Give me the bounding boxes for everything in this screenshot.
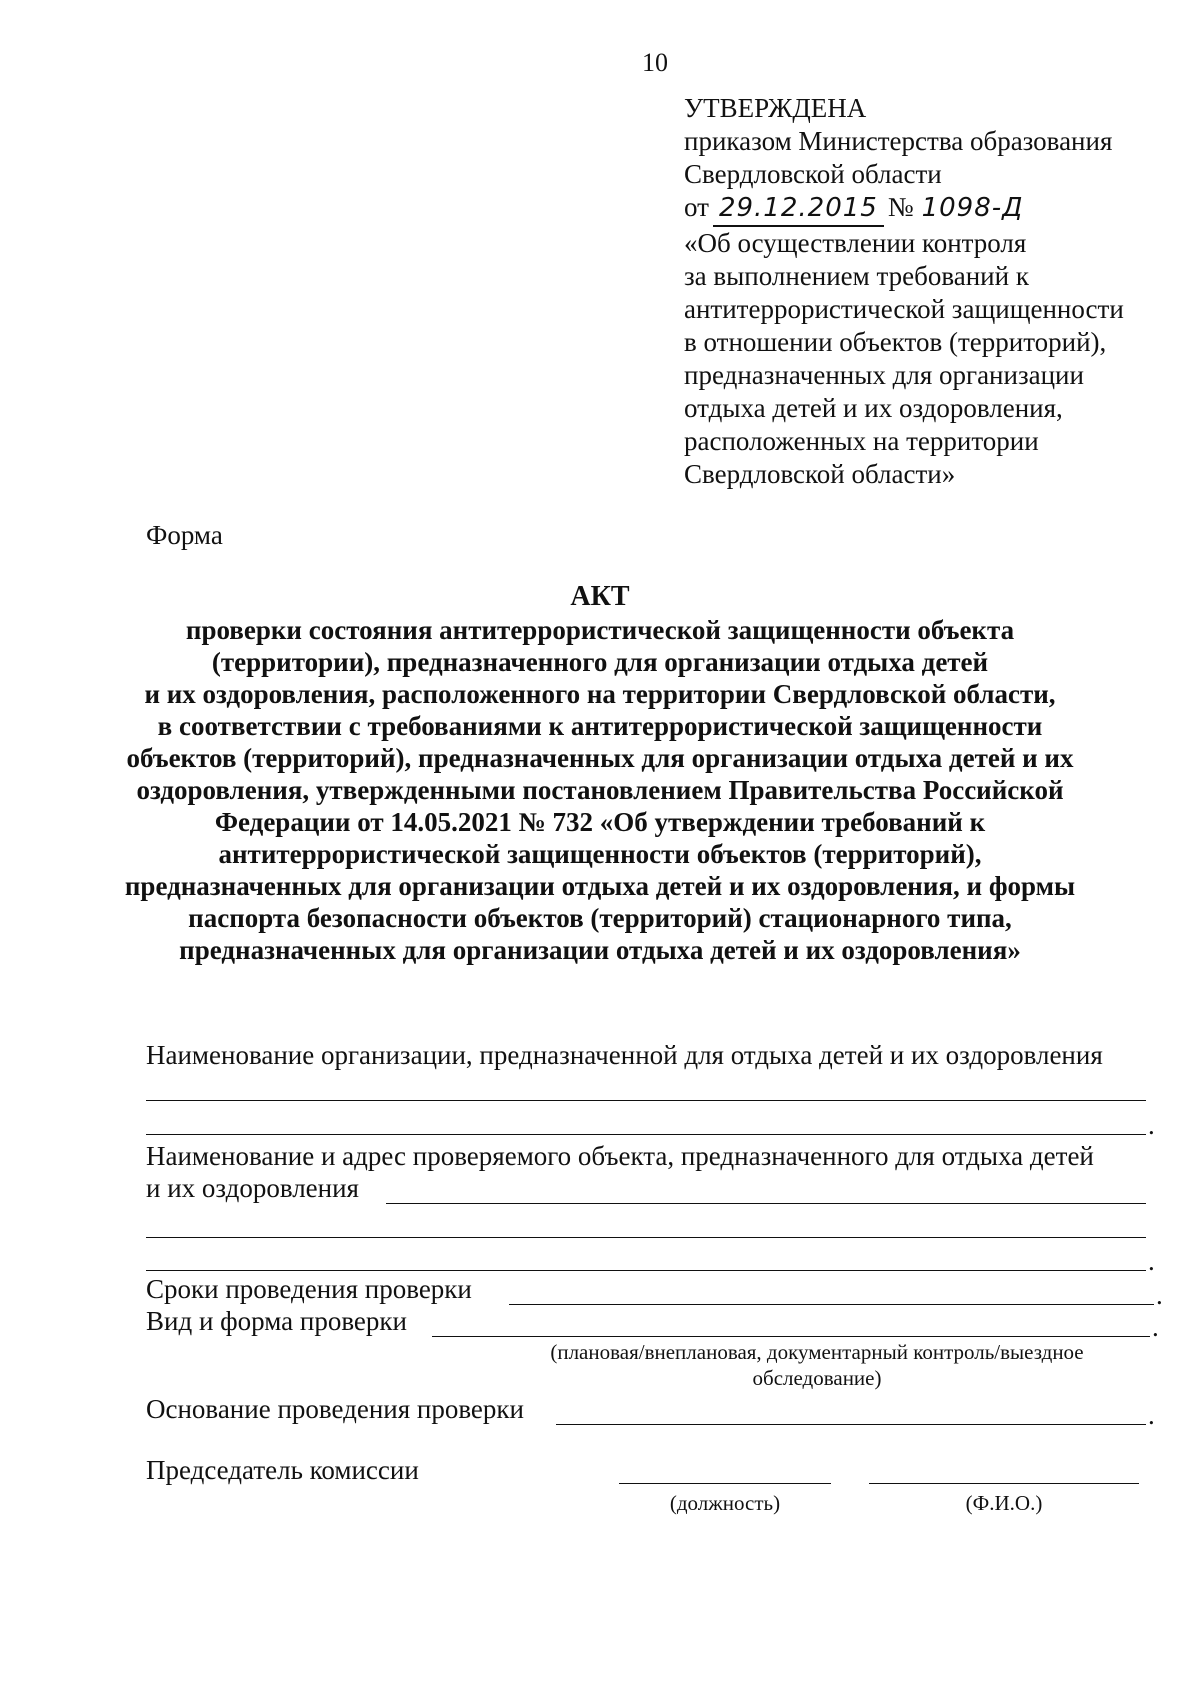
approval-title-line: антитеррористической защищенности (684, 294, 1124, 324)
approval-title-line: Свердловской области» (684, 459, 956, 489)
act-subtitle-line: паспорта безопасности объектов (территорий) стационарного типа, (188, 903, 1012, 933)
approval-line-1: приказом Министерства образования (684, 126, 1113, 156)
act-subtitle-line: оздоровления, утвержденными постановлением Правительства Российской (136, 775, 1064, 805)
act-subtitle (100, 614, 1100, 966)
act-subtitle-line: и их оздоровления, расположенного на территории Свердловской области, (144, 679, 1056, 709)
dates-label: Сроки проведения проверки (146, 1274, 472, 1304)
act-subtitle-line: проверки состояния антитеррористической защищенности объекта (185, 615, 1015, 645)
handwritten-number: 1098-Д (921, 193, 1024, 223)
approval-title-line: предназначенных для организации (684, 360, 1084, 390)
approval-title-line: «Об осуществлении контроля (684, 228, 1027, 258)
type-label: Вид и форма проверки (146, 1306, 407, 1336)
approval-line-2: Свердловской области (684, 159, 942, 189)
chairman-label: Председатель комиссии (146, 1455, 419, 1485)
position-line[interactable] (619, 1483, 831, 1484)
act-subtitle-line: в соответствии с требованиями к антитеррористической защищенности (157, 711, 1043, 741)
basis-label: Основание проведения проверки (146, 1394, 524, 1424)
act-subtitle-line: предназначенных для организации отдыха детей и их оздоровления, и формы (124, 871, 1076, 901)
name-line[interactable] (869, 1483, 1139, 1484)
act-subtitle-line: (территории), предназначенного для организации отдыха детей (211, 647, 989, 677)
approval-block (684, 92, 1184, 491)
org-name-line-2[interactable] (146, 1134, 1146, 1135)
page-number: 10 (642, 48, 668, 77)
object-label-line-1: Наименование и адрес проверяемого объекта, предназначенного для отдыха детей (146, 1141, 1094, 1171)
act-subtitle-line: Федерации от 14.05.2021 № 732 «Об утверждении требований к (214, 807, 986, 837)
type-end-dot: . (1152, 1312, 1159, 1342)
handwritten-date: 29.12.2015 (713, 192, 884, 227)
type-line[interactable] (432, 1336, 1150, 1337)
number-sign: № (887, 192, 914, 222)
approval-title-line: за выполнением требований к (684, 261, 1029, 291)
act-subtitle-line: антитеррористической защищенности объектов (территорий), (218, 839, 982, 869)
org-name-line-1[interactable] (146, 1100, 1146, 1101)
dates-end-dot: . (1156, 1280, 1163, 1310)
org-name-label: Наименование организации, предназначенной для отдыха детей и их оздоровления (146, 1040, 1103, 1070)
type-hint-line-1: (плановая/внеплановая, документарный контроль/выездное (550, 1340, 1084, 1364)
act-heading-block (100, 580, 1100, 966)
object-line-2[interactable] (146, 1237, 1146, 1238)
act-title: АКТ (570, 581, 630, 612)
date-prefix: от (684, 192, 709, 222)
object-end-dot: . (1148, 1246, 1155, 1276)
dates-line[interactable] (509, 1304, 1154, 1305)
basis-line[interactable] (556, 1424, 1146, 1425)
name-hint: (Ф.И.О.) (965, 1491, 1043, 1515)
approval-title-line: отдыха детей и их оздоровления, (684, 393, 1063, 423)
approval-title-line: в отношении объектов (территорий), (684, 327, 1107, 357)
object-label-line-2: и их оздоровления (146, 1173, 359, 1203)
position-hint: (должность) (669, 1491, 781, 1515)
object-line-3[interactable] (146, 1270, 1146, 1271)
form-label: Форма (146, 520, 223, 550)
act-subtitle-line: объектов (территорий), предназначенных для организации отдыха детей и их (126, 743, 1074, 773)
act-subtitle-line: предназначенных для организации отдыха детей и их оздоровления» (179, 935, 1021, 965)
approval-title-line: расположенных на территории (684, 426, 1039, 456)
basis-end-dot: . (1148, 1400, 1155, 1430)
approval-date-line (684, 191, 1184, 227)
object-line-1[interactable] (386, 1203, 1146, 1204)
org-name-end-dot: . (1148, 1110, 1155, 1140)
approval-heading: УТВЕРЖДЕНА (684, 93, 867, 123)
type-hint-line-2: обследование) (752, 1366, 882, 1390)
